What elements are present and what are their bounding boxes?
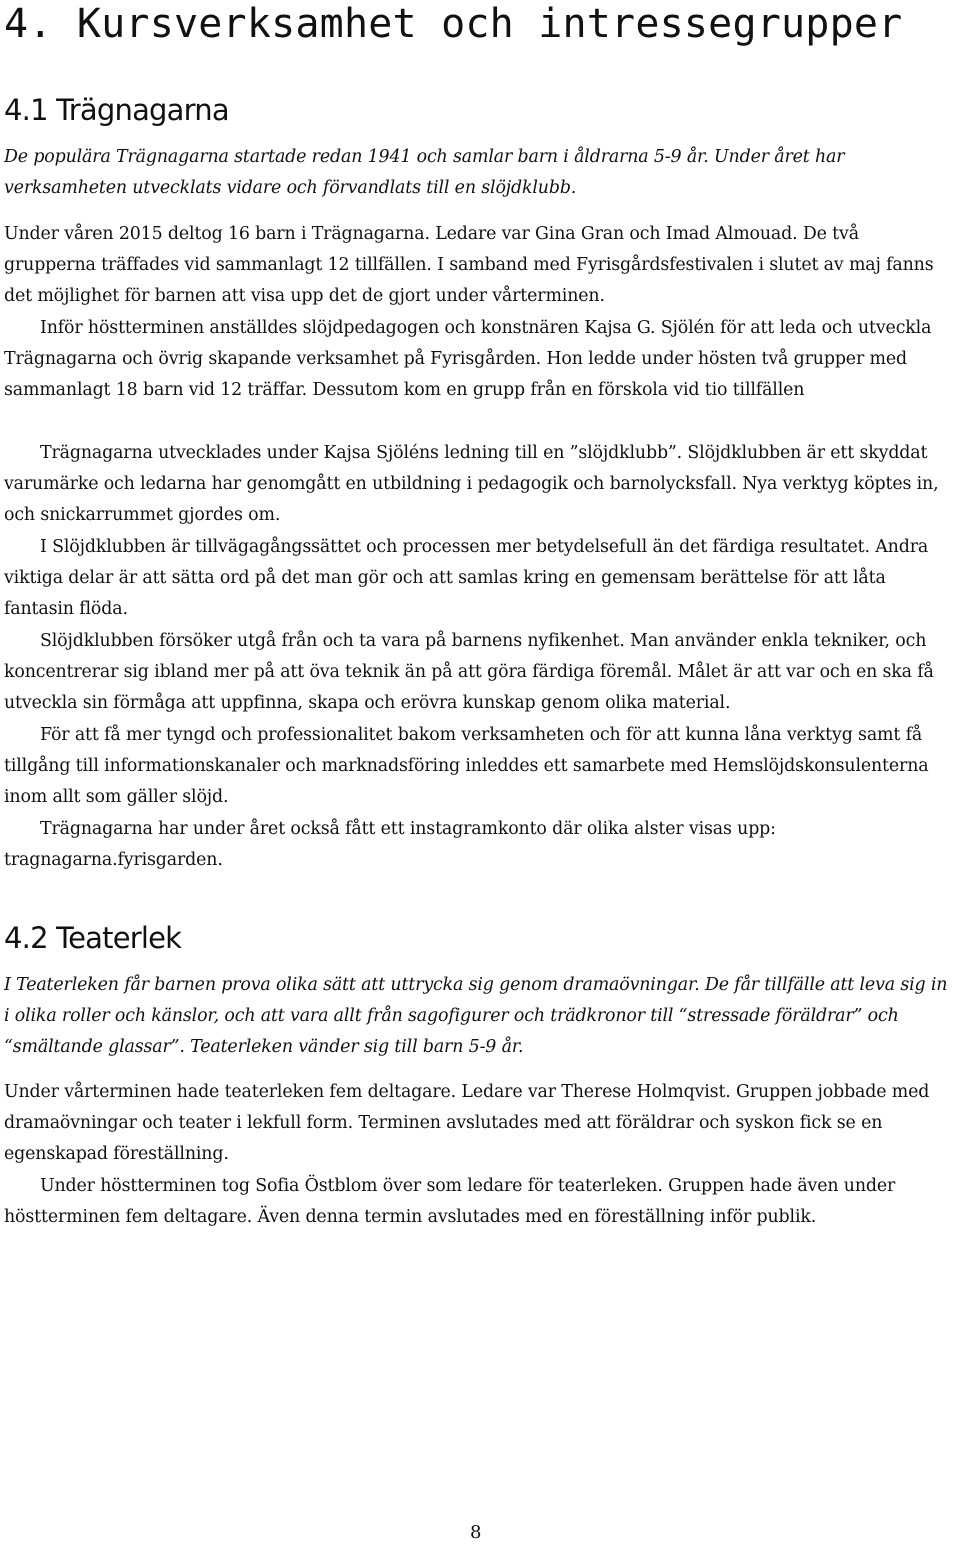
section-heading-teaterlek: 4.2 Teaterlek <box>4 921 182 955</box>
paragraph: Slöjdklubben försöker utgå från och ta vara på barnens nyfikenhet. Man använder enkla tekniker, och koncentrerar sig ibland mer på att öva teknik än på att göra färdiga föremål. Målet är att var och en ska få utveckla sin förmåga att uppfinna, skapa och erövra kunskap genom olika material. <box>4 631 934 714</box>
paragraph: För att få mer tyngd och professionalitet bakom verksamheten och för att kunna låna verktyg samt få tillgång till informationskanaler och marknadsföring inleddes ett samarbete med Hemslöjdskonsulenterna inom allt som gäller slöjd. <box>4 725 929 808</box>
section-intro-teaterlek: I Teaterleken får barnen prova olika sätt att uttrycka sig genom dramaövningar. De får tillfälle att leva sig in i olika roller och känslor, och att vara allt från sagofigurer och trädkronor till “stressade föräldrar” och “smältande glassar”. Teaterleken vänder sig till barn 5-9 år. <box>4 975 948 1058</box>
section-heading-tragnagarna: 4.1 Trägnagarna <box>4 93 229 127</box>
paragraph: I Slöjdklubben är tillvägagångssättet och processen mer betydelsefull än det färdiga resultatet. Andra viktiga delar är att sätta ord på det man gör och att samlas kring en gemensam berättelse för att låta fantasin flöda. <box>4 537 929 620</box>
section-intro-tragnagarna: De populära Trägnagarna startade redan 1941 och samlar barn i åldrarna 5-9 år. Under året har verksamheten utvecklats vidare och förvandlats till en slöjdklubb. <box>4 147 845 199</box>
paragraph: Under höstterminen tog Sofia Östblom över som ledare för teaterleken. Gruppen hade även under höstterminen fem deltagare. Även denna termin avslutades med en föreställning inför publik. <box>4 1176 896 1228</box>
page-number: 8 <box>470 1522 482 1543</box>
paragraph: Under våren 2015 deltog 16 barn i Trägnagarna. Ledare var Gina Gran och Imad Almouad. De två grupperna träffades vid sammanlagt 12 tillfällen. I samband med Fyrisgårdsfestivalen i slutet av maj fanns det möjlighet för barnen att visa upp det de gjort under vårterminen. <box>4 224 934 307</box>
paragraph: Under vårterminen hade teaterleken fem deltagare. Ledare var Therese Holmqvist. Gruppen jobbade med dramaövningar och teater i lekfull form. Terminen avslutades med att föräldrar och syskon fick se en egenskapad föreställning. <box>4 1082 930 1165</box>
chapter-heading: 4. Kursverksamhet och intressegrupper <box>4 1 903 47</box>
paragraph: Trägnagarna har under året också fått ett instagramkonto där olika alster visas upp: tragnagarna.fyrisgarden. <box>4 819 776 871</box>
paragraph: Inför höstterminen anställdes slöjdpedagogen och konstnären Kajsa G. Sjölén för att leda och utveckla Trägnagarna och övrig skapande verksamhet på Fyrisgården. Hon ledde under hösten två grupper med sammanlagt 18 barn vid 12 träffar. Dessutom kom en grupp från en förskola vid tio tillfällen <box>4 318 932 401</box>
paragraph: Trägnagarna utvecklades under Kajsa Sjöléns ledning till en ”slöjdklubb”. Slöjdklubben är ett skyddat varumärke och ledarna har genomgått en utbildning i pedagogik och barnolycksfall. Nya verktyg köptes in, och snickarrummet gjordes om. <box>4 443 939 526</box>
